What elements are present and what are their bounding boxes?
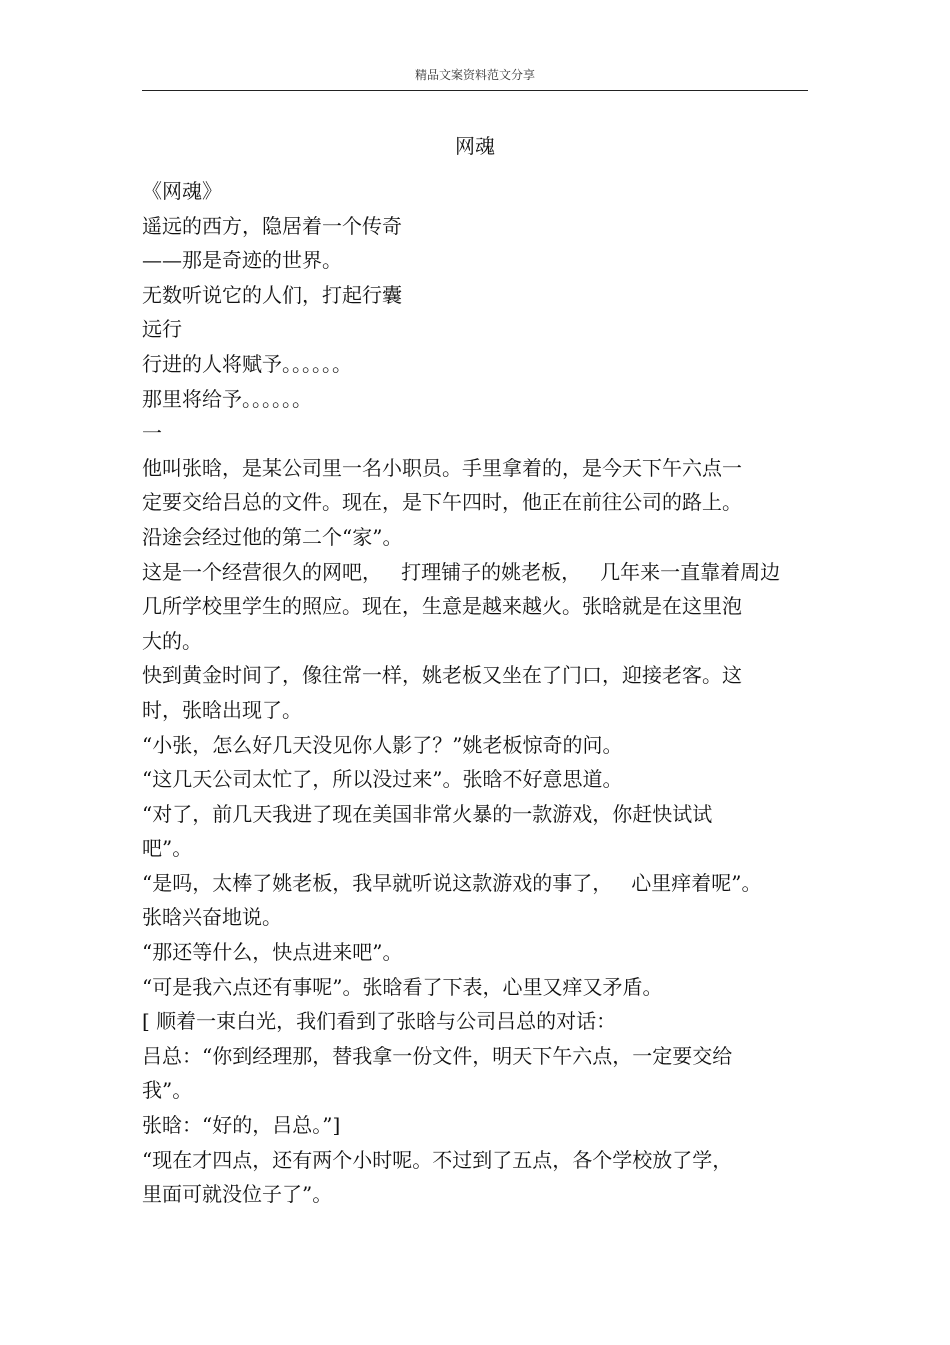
page-header: 精品文案资料范文分享 — [414, 68, 535, 82]
text-line: 行进的人将赋予。。。。。。 — [142, 351, 352, 376]
document-body — [142, 174, 808, 1212]
text-line: 遥远的西方，隐居着一个传奇 — [142, 213, 402, 238]
text-line: 吕总：“你到经理那，替我拿一份文件，明天下午六点，一定要交给 — [142, 1043, 733, 1068]
text-line: 远行 — [142, 317, 182, 342]
text-line: 时，张晗出现了。 — [142, 697, 302, 722]
text-line: 大的。 — [142, 628, 202, 653]
text-line: 一 — [142, 421, 162, 446]
text-line: 几所学校里学生的照应。现在，生意是越来越火。张晗就是在这里泡 — [142, 594, 742, 619]
header-rule — [142, 90, 808, 91]
text-line: 里面可就没位子了”。 — [142, 1182, 333, 1207]
text-line: “小张，怎么好几天没见你人影了？”姚老板惊奇的问。 — [142, 732, 623, 757]
text-line: “那还等什么，快点进来吧”。 — [142, 940, 403, 965]
text-line: “可是我六点还有事呢”。张晗看了下表，心里又痒又矛盾。 — [142, 974, 663, 999]
text-line: ——那是奇迹的世界。 — [142, 248, 342, 273]
text-line: 快到黄金时间了，像往常一样，姚老板又坐在了门口，迎接老客。这 — [142, 663, 742, 688]
text-line: “现在才四点，还有两个小时呢。不过到了五点，各个学校放了学， — [142, 1147, 733, 1172]
text-line: “是吗，太棒了姚老板，我早就听说这款游戏的事了， 心里痒着呢”。 — [142, 870, 762, 895]
text-line: 张晗兴奋地说。 — [142, 905, 282, 930]
text-line: 那里将给予。。。。。。 — [142, 386, 312, 411]
text-line: 这是一个经营很久的网吧， 打理铺子的姚老板， 几年来一直靠着周边 — [142, 559, 781, 584]
document-title: 网魂 — [455, 134, 495, 158]
text-line: 他叫张晗，是某公司里一名小职员。手里拿着的，是今天下午六点一 — [142, 455, 742, 480]
text-line: 张晗：“好的，吕总。”] — [142, 1113, 341, 1138]
text-line: 我”。 — [142, 1078, 193, 1103]
text-line: 《网魂》 — [142, 179, 222, 203]
text-line: 无数听说它的人们，打起行囊 — [142, 282, 402, 307]
text-line: [ 顺着一束白光，我们看到了张晗与公司吕总的对话： — [142, 1009, 617, 1034]
text-line: 定要交给吕总的文件。现在，是下午四时，他正在前往公司的路上。 — [142, 490, 742, 515]
text-line: “这几天公司太忙了，所以没过来”。张晗不好意思道。 — [142, 767, 623, 792]
text-line: 沿途会经过他的第二个“家”。 — [142, 524, 403, 549]
text-line: 吧”。 — [142, 836, 193, 861]
text-line: “对了，前几天我进了现在美国非常火暴的一款游戏，你赶快试试 — [142, 801, 713, 826]
